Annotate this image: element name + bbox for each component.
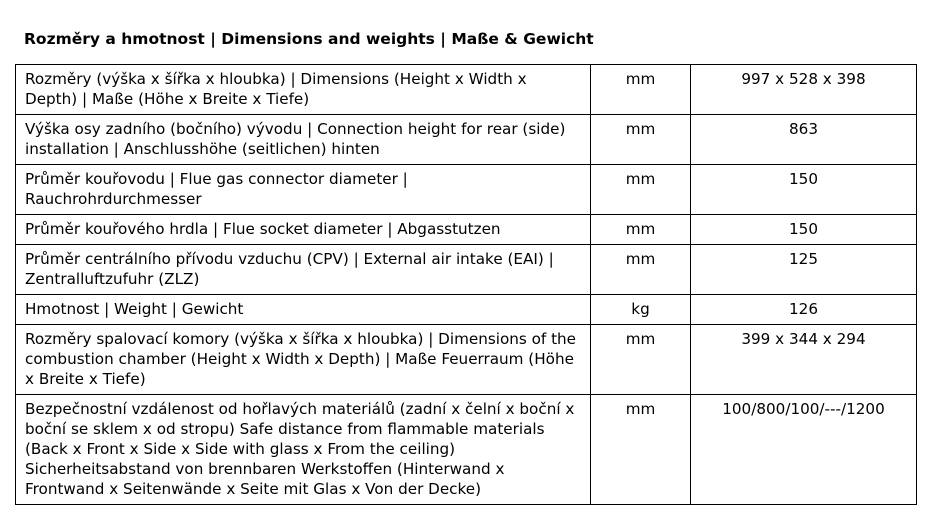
row-description: Průměr kouřového hrdla | Flue socket diameter | Abgasstutzen <box>16 215 591 245</box>
section-heading: Rozměry a hmotnost | Dimensions and weights | Maße & Gewicht <box>24 30 594 48</box>
table-row <box>16 65 917 115</box>
row-unit: mm <box>591 245 691 295</box>
row-value: 863 <box>691 115 917 165</box>
row-value: 399 x 344 x 294 <box>691 325 917 395</box>
table-row <box>16 245 917 295</box>
row-value: 125 <box>691 245 917 295</box>
row-unit: mm <box>591 215 691 245</box>
table-row <box>16 165 917 215</box>
table-row <box>16 325 917 395</box>
row-value: 150 <box>691 215 917 245</box>
specifications-table <box>15 64 917 505</box>
row-unit: mm <box>591 165 691 215</box>
table-row <box>16 295 917 325</box>
row-description: Hmotnost | Weight | Gewicht <box>16 295 591 325</box>
table-row <box>16 215 917 245</box>
row-value: 150 <box>691 165 917 215</box>
row-unit: mm <box>591 65 691 115</box>
row-description: Výška osy zadního (bočního) vývodu | Connection height for rear (side) installation | Anschlusshöhe (seitlichen) hinten <box>16 115 591 165</box>
row-value: 997 x 528 x 398 <box>691 65 917 115</box>
row-description: Průměr centrálního přívodu vzduchu (CPV) | External air intake (EAI) | Zentralluftzufuhr (ZLZ) <box>16 245 591 295</box>
row-unit: mm <box>591 325 691 395</box>
table-row <box>16 395 917 505</box>
row-unit: kg <box>591 295 691 325</box>
row-value: 100/800/100/---/1200 <box>691 395 917 505</box>
row-description: Průměr kouřovodu | Flue gas connector diameter | Rauchrohrdurchmesser <box>16 165 591 215</box>
row-description: Rozměry (výška x šířka x hloubka) | Dimensions (Height x Width x Depth) | Maße (Höhe x Breite x Tiefe) <box>16 65 591 115</box>
table-row <box>16 115 917 165</box>
row-unit: mm <box>591 115 691 165</box>
row-unit: mm <box>591 395 691 505</box>
row-description: Bezpečnostní vzdálenost od hořlavých materiálů (zadní x čelní x boční x boční se sklem x od stropu) Safe distance from flammable materials (Back x Front x Side x Side with glass x From the ceiling) Sicherheitsabstand von brennbaren Werkstoffen (Hinterwand x Frontwand x Seitenwände x Seite mit Glas x Von der Decke) <box>16 395 591 505</box>
row-value: 126 <box>691 295 917 325</box>
row-description: Rozměry spalovací komory (výška x šířka x hloubka) | Dimensions of the combustion chamber (Height x Width x Depth) | Maße Feuerraum (Höhe x Breite x Tiefe) <box>16 325 591 395</box>
